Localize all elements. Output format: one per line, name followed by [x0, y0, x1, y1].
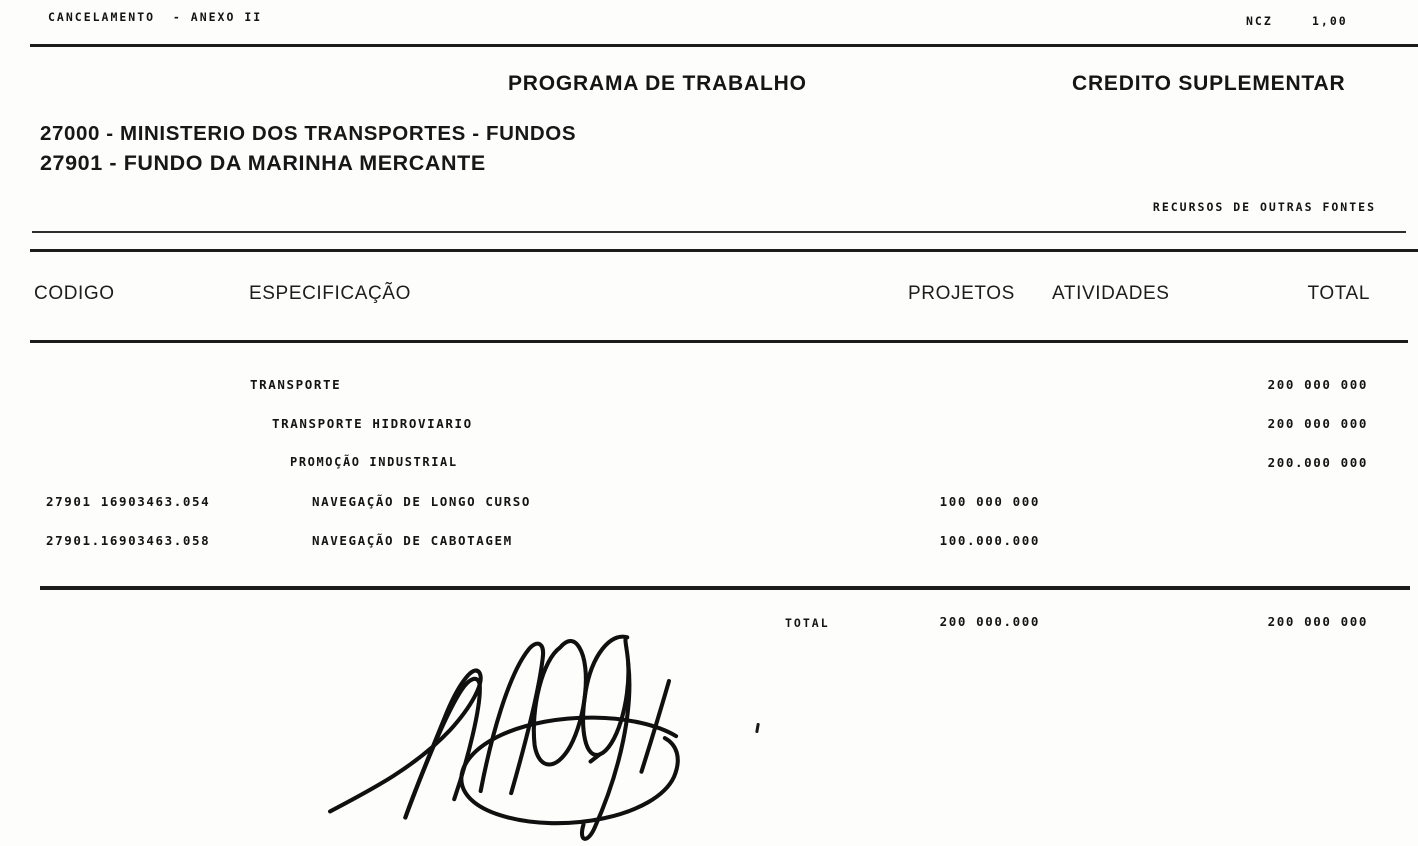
cell-total: 200 000 000 [1267, 416, 1368, 431]
credit-type-label: CREDITO SUPLEMENTAR [1072, 72, 1346, 95]
cell-total: 200 000 000 [1267, 377, 1368, 392]
cell-codigo: 27901.16903463.058 [46, 533, 211, 548]
cell-especificacao: PROMOÇÃO INDUSTRIAL [290, 455, 458, 469]
org-line-fund: 27901 - FUNDO DA MARINHA MERCANTE [40, 151, 486, 175]
cell-projetos: 100 000 000 [939, 494, 1040, 509]
total-rule [40, 586, 1410, 590]
cell-codigo: 27901 16903463.054 [46, 494, 211, 509]
column-header-total: TOTAL [1307, 283, 1370, 304]
column-header-projetos: PROJETOS [908, 283, 1015, 304]
cell-projetos: 100.000.000 [939, 533, 1040, 548]
cell-especificacao: TRANSPORTE [250, 377, 342, 392]
column-header-especificacao: ESPECIFICAÇÃO [249, 283, 411, 304]
signature [322, 616, 792, 846]
resources-note: RECURSOS DE OUTRAS FONTES [1152, 200, 1376, 214]
currency-value: 1,00 [1312, 14, 1348, 28]
total-label: TOTAL [785, 616, 830, 630]
column-header-codigo: CODIGO [34, 283, 115, 304]
document-type-label: CANCELAMENTO - ANEXO II [48, 10, 263, 24]
cell-especificacao: NAVEGAÇÃO DE CABOTAGEM [312, 533, 513, 548]
double-rule-top [32, 231, 1406, 233]
column-header-atividades: ATIVIDADES [1052, 283, 1170, 304]
total-total: 200 000 000 [1267, 614, 1368, 629]
top-rule [30, 44, 1418, 47]
total-projetos: 200 000.000 [939, 614, 1040, 629]
cell-especificacao: TRANSPORTE HIDROVIARIO [272, 416, 473, 431]
page-title: PROGRAMA DE TRABALHO [508, 72, 807, 95]
header-rule [30, 340, 1408, 343]
cell-total: 200.000 000 [1267, 455, 1368, 470]
cell-especificacao: NAVEGAÇÃO DE LONGO CURSO [312, 494, 532, 509]
double-rule-bottom [30, 249, 1418, 252]
currency-code: NCZ [1246, 14, 1273, 28]
org-line-ministry: 27000 - MINISTERIO DOS TRANSPORTES - FUNDOS [40, 122, 577, 145]
